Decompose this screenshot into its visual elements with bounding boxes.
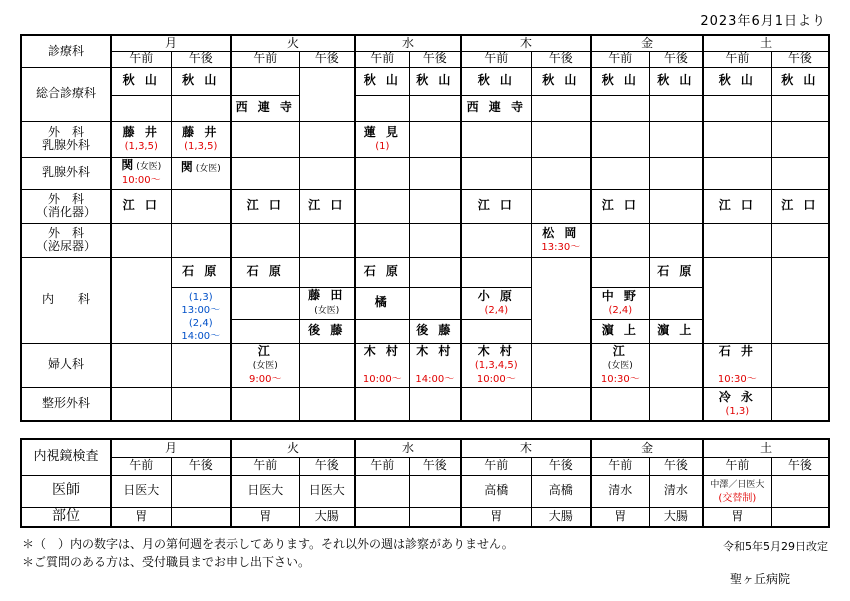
empty-cell [299, 121, 355, 157]
start-time: 10:00～ [476, 373, 516, 385]
doctor-cell [531, 223, 591, 257]
empty-cell [531, 121, 591, 157]
empty-cell [649, 157, 703, 189]
empty-cell [231, 121, 299, 157]
doctor-cell: 江 口 [231, 189, 299, 223]
empty-cell [231, 319, 299, 343]
header-endoscopy: 内視鏡検査 [21, 439, 111, 475]
dept-surgery-digestive [21, 189, 111, 223]
doctor-cell: 秋 山 [409, 67, 461, 95]
empty-cell [171, 95, 231, 121]
doctor-cell: 濵 上 [591, 319, 649, 343]
day-fri: 金 [591, 439, 703, 457]
doctor-cell: 秋 山 [591, 67, 649, 95]
doctor-cell [171, 121, 231, 157]
empty-cell [531, 387, 591, 421]
empty-cell [531, 95, 591, 121]
doctor-cell: 石 原 [355, 257, 409, 287]
empty-cell [111, 95, 171, 121]
day-fri: 金 [591, 35, 703, 51]
empty-cell [409, 157, 461, 189]
endoscopy-schedule-table [20, 438, 830, 528]
session-am: 午前 [703, 457, 771, 475]
empty-cell [355, 157, 409, 189]
start-time: 14:00～ [415, 373, 455, 385]
week-note: (2,4) [188, 317, 213, 329]
empty-cell [111, 343, 171, 387]
start-time: 14:00～ [181, 331, 221, 343]
session-pm: 午後 [409, 51, 461, 67]
empty-cell [231, 223, 299, 257]
endo-doctor: 高橋 [461, 475, 531, 507]
day-wed: 水 [355, 35, 461, 51]
start-time: 10:30～ [600, 373, 640, 385]
doctor-cell: 秋 山 [461, 67, 531, 95]
doctor-name: 冷 永 [718, 389, 756, 404]
doctor-cell [461, 287, 531, 319]
empty-cell [771, 223, 829, 257]
empty-cell [355, 223, 409, 257]
empty-cell [409, 507, 461, 527]
doctor-cell [591, 287, 649, 319]
day-mon: 月 [111, 35, 231, 51]
empty-cell [299, 67, 355, 121]
doctor-cell: 後 藤 [409, 319, 461, 343]
empty-cell [531, 343, 591, 387]
session-pm: 午後 [771, 457, 829, 475]
empty-cell [703, 157, 771, 189]
schedule-note-cell [171, 287, 231, 343]
empty-cell [231, 67, 299, 95]
empty-cell [771, 257, 829, 343]
week-note: (1,3,4,5) [474, 360, 518, 372]
doctor-cell: 石 原 [171, 257, 231, 287]
doctor-name: 江 [612, 343, 628, 358]
empty-cell [171, 507, 231, 527]
empty-cell [299, 387, 355, 421]
doctor-cell: 石 原 [231, 257, 299, 287]
empty-cell [355, 475, 409, 507]
empty-cell [771, 157, 829, 189]
empty-cell [355, 507, 409, 527]
doctor-cell: 江 口 [591, 189, 649, 223]
empty-cell [355, 189, 409, 223]
session-pm: 午後 [171, 457, 231, 475]
session-am: 午前 [231, 457, 299, 475]
outpatient-schedule-table [20, 34, 830, 422]
revision-date: 令和5年5月29日改定 [723, 540, 828, 553]
doctor-cell [461, 343, 531, 387]
empty-cell [409, 475, 461, 507]
empty-cell [591, 387, 649, 421]
endo-doctor [703, 475, 771, 507]
empty-cell [591, 257, 649, 287]
endo-doctor-name: 中澤／日医大 [710, 480, 765, 491]
endo-doctor: 日医大 [111, 475, 171, 507]
doctor-name: 松 岡 [542, 225, 580, 240]
doctor-cell: 江 口 [111, 189, 171, 223]
empty-cell [171, 475, 231, 507]
empty-cell [355, 319, 409, 343]
empty-cell [409, 223, 461, 257]
week-note: (1,3,5) [124, 141, 158, 152]
week-note: (2,4) [484, 305, 509, 316]
empty-cell [299, 257, 355, 287]
empty-cell [591, 157, 649, 189]
doctor-name: 中 野 [601, 288, 639, 303]
endo-site: 胃 [591, 507, 649, 527]
dept-internal: 内 科 [21, 257, 111, 343]
empty-cell [591, 223, 649, 257]
day-sat: 土 [703, 35, 829, 51]
start-time: 13:00～ [181, 304, 221, 316]
empty-cell [703, 121, 771, 157]
empty-cell [461, 157, 531, 189]
session-pm: 午後 [171, 51, 231, 67]
doctor-cell: 秋 山 [171, 67, 231, 95]
endo-site: 大腸 [299, 507, 355, 527]
dept-label: （消化器） [35, 205, 96, 219]
empty-cell [591, 121, 649, 157]
empty-cell [409, 287, 461, 319]
endo-site: 大腸 [531, 507, 591, 527]
doctor-name: 蓮 見 [363, 124, 401, 139]
empty-cell [111, 223, 171, 257]
doctor-cell [111, 157, 171, 189]
session-am: 午前 [111, 51, 171, 67]
session-am: 午前 [591, 457, 649, 475]
doctor-cell: 石 原 [649, 257, 703, 287]
doctor-cell: 江 口 [461, 189, 531, 223]
endo-site: 胃 [703, 507, 771, 527]
doctor-name: 関 [180, 159, 196, 174]
empty-cell [299, 223, 355, 257]
empty-cell [461, 121, 531, 157]
doctor-name: 石 井 [718, 344, 756, 359]
dept-breast: 乳腺外科 [21, 157, 111, 189]
week-note: (1,3) [188, 291, 213, 303]
empty-cell [231, 387, 299, 421]
empty-cell [461, 319, 531, 343]
endo-site: 大腸 [649, 507, 703, 527]
endo-doctor: 清水 [649, 475, 703, 507]
empty-cell [409, 257, 461, 287]
doctor-cell: 秋 山 [703, 67, 771, 95]
session-pm: 午後 [531, 51, 591, 67]
doctor-name: 藤 井 [182, 124, 220, 139]
empty-cell [355, 95, 409, 121]
doctor-cell: 秋 山 [355, 67, 409, 95]
doctor-cell [171, 157, 231, 189]
session-am: 午前 [111, 457, 171, 475]
session-am: 午前 [231, 51, 299, 67]
week-note: (1) [375, 141, 390, 152]
row-doctor: 医師 [21, 475, 111, 507]
day-wed: 水 [355, 439, 461, 457]
session-am: 午前 [355, 51, 409, 67]
dept-label: 乳腺外科 [41, 138, 90, 152]
endo-doctor: 清水 [591, 475, 649, 507]
empty-cell [771, 95, 829, 121]
doctor-cell: 後 藤 [299, 319, 355, 343]
doctor-cell [703, 343, 771, 387]
empty-cell [531, 257, 591, 343]
female-doctor-tag: (女医) [252, 361, 278, 372]
empty-cell [299, 343, 355, 387]
doctor-cell: 濵 上 [649, 319, 703, 343]
female-doctor-tag: (女医) [195, 163, 221, 174]
endo-doctor: 高橋 [531, 475, 591, 507]
dept-orthopedics: 整形外科 [21, 387, 111, 421]
dept-surgery-urology [21, 223, 111, 257]
session-pm: 午後 [649, 457, 703, 475]
empty-cell [531, 189, 591, 223]
doctor-cell [299, 287, 355, 319]
day-sat: 土 [703, 439, 829, 457]
doctor-cell [409, 343, 461, 387]
row-site: 部位 [21, 507, 111, 527]
empty-cell [171, 223, 231, 257]
doctor-name: 小 原 [477, 288, 515, 303]
week-note: (1,3,5) [184, 141, 218, 152]
empty-cell [171, 387, 231, 421]
week-note: (2,4) [608, 305, 633, 316]
doctor-name: 木 村 [363, 344, 401, 359]
doctor-name: 藤 田 [308, 288, 346, 303]
empty-cell [771, 507, 829, 527]
session-am: 午前 [703, 51, 771, 67]
empty-cell [771, 121, 829, 157]
session-pm: 午後 [531, 457, 591, 475]
session-am: 午前 [461, 51, 531, 67]
endo-doctor: 日医大 [231, 475, 299, 507]
endo-doctor: 日医大 [299, 475, 355, 507]
dept-label: （泌尿器） [35, 239, 96, 253]
day-thu: 木 [461, 35, 591, 51]
empty-cell [409, 189, 461, 223]
session-am: 午前 [461, 457, 531, 475]
start-time: 13:30～ [541, 242, 581, 253]
dept-label: 外 科 [47, 191, 84, 206]
empty-cell [111, 257, 171, 343]
doctor-cell [703, 387, 771, 421]
doctor-cell [111, 121, 171, 157]
note-week-numbers: ＊（ ）内の数字は、月の第何週を表示してあります。それ以外の週は診察がありません。 [22, 537, 514, 551]
empty-cell [649, 387, 703, 421]
rotation-note: (交替制) [718, 493, 757, 505]
empty-cell [591, 95, 649, 121]
doctor-cell: 江 口 [771, 189, 829, 223]
doctor-cell: 江 口 [299, 189, 355, 223]
day-mon: 月 [111, 439, 231, 457]
session-pm: 午後 [771, 51, 829, 67]
empty-cell [409, 121, 461, 157]
doctor-name: 木 村 [416, 344, 454, 359]
dept-label: 外 科 [47, 225, 84, 240]
female-doctor-tag: (女医) [136, 162, 162, 173]
female-doctor-tag: (女医) [314, 305, 340, 316]
day-tue: 火 [231, 35, 355, 51]
empty-cell [461, 257, 531, 287]
dept-surgery-breast [21, 121, 111, 157]
doctor-cell: 秋 山 [771, 67, 829, 95]
dept-general: 総合診療科 [21, 67, 111, 121]
doctor-name: 木 村 [477, 344, 515, 359]
empty-cell [649, 223, 703, 257]
doctor-cell [591, 343, 649, 387]
doctor-cell: 秋 山 [649, 67, 703, 95]
empty-cell [649, 287, 703, 319]
effective-date: 2023年6月1日より [700, 14, 826, 29]
empty-cell [771, 387, 829, 421]
session-pm: 午後 [299, 457, 355, 475]
empty-cell [299, 157, 355, 189]
empty-cell [649, 95, 703, 121]
day-tue: 火 [231, 439, 355, 457]
endo-site: 胃 [461, 507, 531, 527]
week-note: (1,3) [725, 405, 750, 417]
session-am: 午前 [355, 457, 409, 475]
endo-site: 胃 [231, 507, 299, 527]
empty-cell [461, 223, 531, 257]
doctor-cell: 橘 [355, 287, 409, 319]
doctor-cell: 西 連 寺 [231, 95, 299, 121]
empty-cell [171, 189, 231, 223]
session-pm: 午後 [649, 51, 703, 67]
female-doctor-tag: (女医) [607, 361, 633, 372]
empty-cell [409, 95, 461, 121]
empty-cell [171, 343, 231, 387]
dept-gynecology: 婦人科 [21, 343, 111, 387]
empty-cell [703, 223, 771, 257]
doctor-cell: 秋 山 [111, 67, 171, 95]
doctor-cell: 秋 山 [531, 67, 591, 95]
doctor-name: 関 [121, 158, 137, 173]
doctor-cell [231, 343, 299, 387]
empty-cell [703, 95, 771, 121]
empty-cell [771, 475, 829, 507]
endo-site: 胃 [111, 507, 171, 527]
empty-cell [771, 343, 829, 387]
empty-cell [703, 257, 771, 343]
doctor-cell [355, 343, 409, 387]
doctor-name: 藤 井 [122, 124, 160, 139]
empty-cell [231, 157, 299, 189]
empty-cell [531, 157, 591, 189]
start-time: 10:00～ [362, 373, 402, 385]
day-thu: 木 [461, 439, 591, 457]
dept-label: 外 科 [47, 124, 84, 139]
empty-cell [355, 387, 409, 421]
empty-cell [461, 387, 531, 421]
doctor-cell: 西 連 寺 [461, 95, 531, 121]
note-inquiries: ＊ご質問のある方は、受付職員までお申し出下さい。 [22, 555, 311, 569]
start-time: 10:30～ [717, 373, 757, 385]
empty-cell [231, 287, 299, 319]
doctor-cell [355, 121, 409, 157]
empty-cell [649, 121, 703, 157]
doctor-cell: 江 口 [703, 189, 771, 223]
session-am: 午前 [591, 51, 649, 67]
empty-cell [409, 387, 461, 421]
empty-cell [649, 343, 703, 387]
session-pm: 午後 [409, 457, 461, 475]
start-time: 10:00～ [121, 175, 161, 187]
empty-cell [111, 387, 171, 421]
doctor-name: 江 [257, 343, 273, 358]
hospital-name: 聖ヶ丘病院 [729, 572, 790, 586]
empty-cell [649, 189, 703, 223]
header-dept: 診療科 [21, 35, 111, 67]
start-time: 9:00～ [249, 373, 282, 385]
session-pm: 午後 [299, 51, 355, 67]
